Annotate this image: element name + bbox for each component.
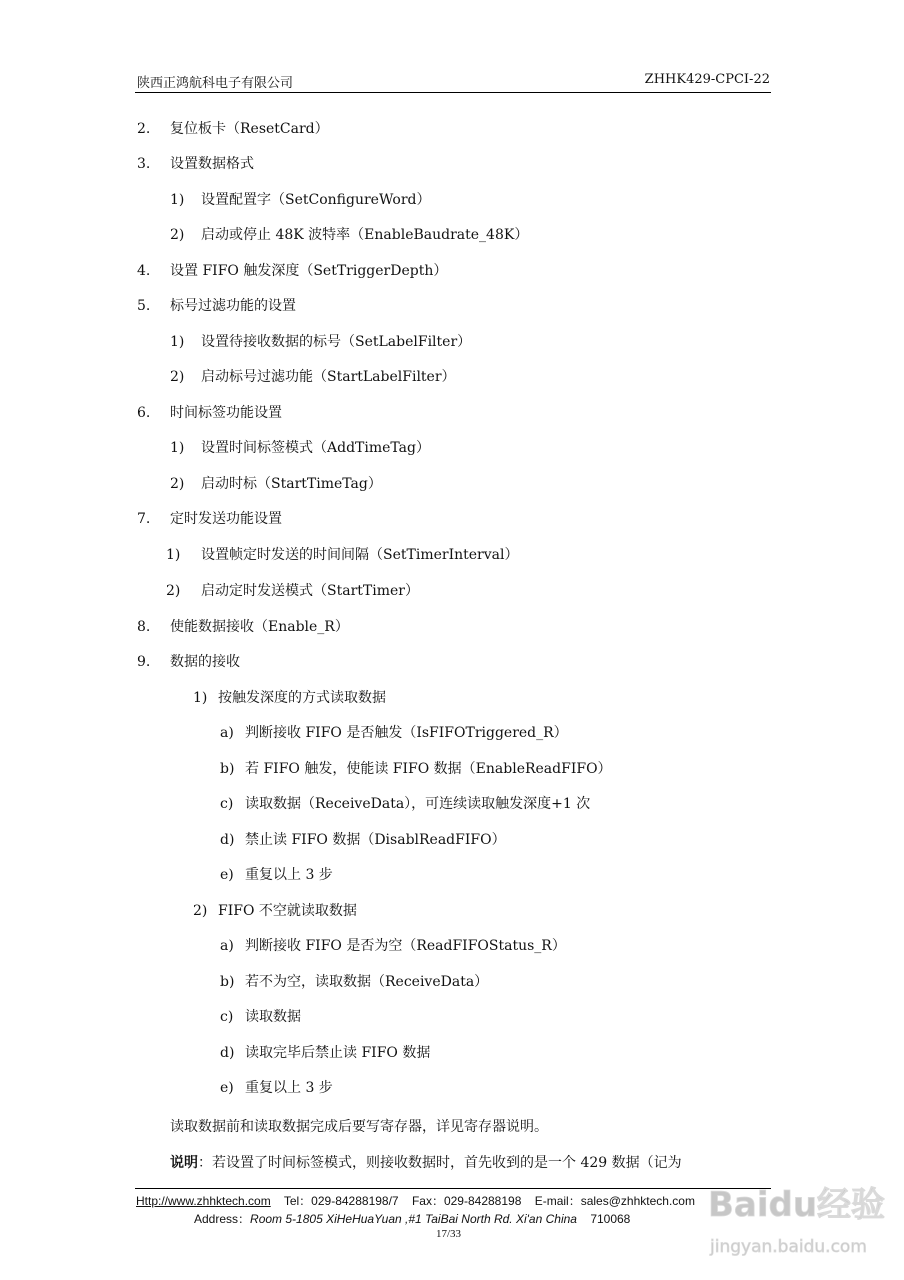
list-item-number: b) [220,761,235,777]
footer-fax: Fax：029-84288198 [411,1194,522,1208]
list-item-number: c) [220,796,234,812]
list-item-number: 5. [137,298,151,314]
list-item-number: 1) [170,192,185,208]
header-rule [135,92,771,93]
list-item-text: 启动定时发送模式（StartTimer） [201,583,419,599]
description-paragraph [170,1152,682,1172]
list-item-text: 启动时标（StartTimeTag） [201,476,382,492]
list-item-number: 2) [193,903,208,919]
list-item-text: 禁止读 FIFO 数据（DisablReadFIFO） [245,832,506,848]
list-item-number: d) [220,832,235,848]
list-item-number: 1) [170,440,185,456]
footer-postcode: 710068 [590,1212,631,1226]
page-number: 17/33 [436,1228,462,1240]
footer-tel: Tel：029-84288198/7 [283,1194,399,1208]
list-item-text: 标号过滤功能的设置 [170,298,296,314]
list-item-number: 1) [166,547,181,563]
list-item-number: a) [220,938,234,954]
list-item-text: 判断接收 FIFO 是否触发（IsFIFOTriggered_R） [245,725,568,741]
list-item-number: 7. [137,511,151,527]
list-item-text: 设置配置字（SetConfigureWord） [201,192,431,208]
list-item-text: 读取数据（ReceiveData），可连续读取触发深度+1 次 [245,796,591,812]
footer-address-label: Address： [194,1212,251,1226]
description-label: 说明 [170,1155,198,1171]
list-item-number: b) [220,974,235,990]
footer-rule [135,1188,771,1189]
list-item-number: 2) [170,369,185,385]
list-item-number: 2) [170,227,185,243]
footer-url[interactable]: Http://www.zhhktech.com [136,1194,271,1208]
register-note-text: 读取数据前和读取数据完成后要写寄存器，详见寄存器说明。 [170,1119,548,1135]
list-item-number: 1) [193,690,208,706]
list-item-number: 1) [170,334,185,350]
list-item-number: 6. [137,405,151,421]
list-item-text: 设置 FIFO 触发深度（SetTriggerDepth） [170,263,448,279]
list-item-text: 设置帧定时发送的时间间隔（SetTimerInterval） [201,547,519,563]
list-item-number: 2. [137,121,151,137]
list-item-number: e) [220,1080,234,1096]
description-text: ：若设置了时间标签模式，则接收数据时，首先收到的是一个 429 数据（记为 [198,1155,682,1171]
list-item-text: 设置待接收数据的标号（SetLabelFilter） [201,334,472,350]
list-item-number: d) [220,1045,235,1061]
list-item-text: 数据的接收 [170,654,240,670]
list-item-number: e) [220,867,234,883]
list-item-text: 使能数据接收（Enable_R） [170,619,349,635]
header-company: 陕西正鸿航科电子有限公司 [137,76,294,91]
list-item-text: 设置时间标签模式（AddTimeTag） [201,440,430,456]
watermark-site: jingyan.baidu.com [710,1237,867,1257]
baidu-watermark-logo [700,1168,900,1280]
list-item-text: 启动或停止 48K 波特率（EnableBaudrate_48K） [201,227,529,243]
footer-email: E-mail：sales@zhhktech.com [534,1194,695,1208]
footer-address-line [194,1210,630,1227]
list-item-number: a) [220,725,234,741]
list-item-number: 4. [137,263,151,279]
header-doc-id: ZHHK429-CPCI-22 [644,72,770,87]
list-item-number: 8. [137,619,151,635]
watermark-brand: Baidu经验 [708,1185,886,1225]
list-item-text: 定时发送功能设置 [170,511,282,527]
list-item-text: FIFO 不空就读取数据 [218,903,357,919]
list-item-number: 9. [137,654,151,670]
list-item-text: 若不为空，读取数据（ReceiveData） [245,974,489,990]
list-item-text: 若 FIFO 触发，使能读 FIFO 数据（EnableReadFIFO） [245,761,612,777]
list-item-text: 读取数据 [245,1009,301,1025]
footer-contact [136,1192,695,1209]
list-item-text: 设置数据格式 [170,156,254,172]
list-item-text: 重复以上 3 步 [245,1080,333,1096]
list-item-number: 2) [166,583,181,599]
list-item-text: 按触发深度的方式读取数据 [218,690,386,706]
list-item-text: 重复以上 3 步 [245,867,333,883]
list-item-text: 启动标号过滤功能（StartLabelFilter） [201,369,456,385]
list-item-number: 3. [137,156,151,172]
list-item-text: 复位板卡（ResetCard） [170,121,329,137]
register-note [170,1116,548,1136]
list-item-text: 时间标签功能设置 [170,405,282,421]
list-item-text: 判断接收 FIFO 是否为空（ReadFIFOStatus_R） [245,938,566,954]
footer-address: Room 5-1805 XiHeHuaYuan ,#1 TaiBai North Rd. Xi'an China [250,1212,577,1226]
list-item-text: 读取完毕后禁止读 FIFO 数据 [245,1045,431,1061]
list-item-number: 2) [170,476,185,492]
list-item-number: c) [220,1009,234,1025]
